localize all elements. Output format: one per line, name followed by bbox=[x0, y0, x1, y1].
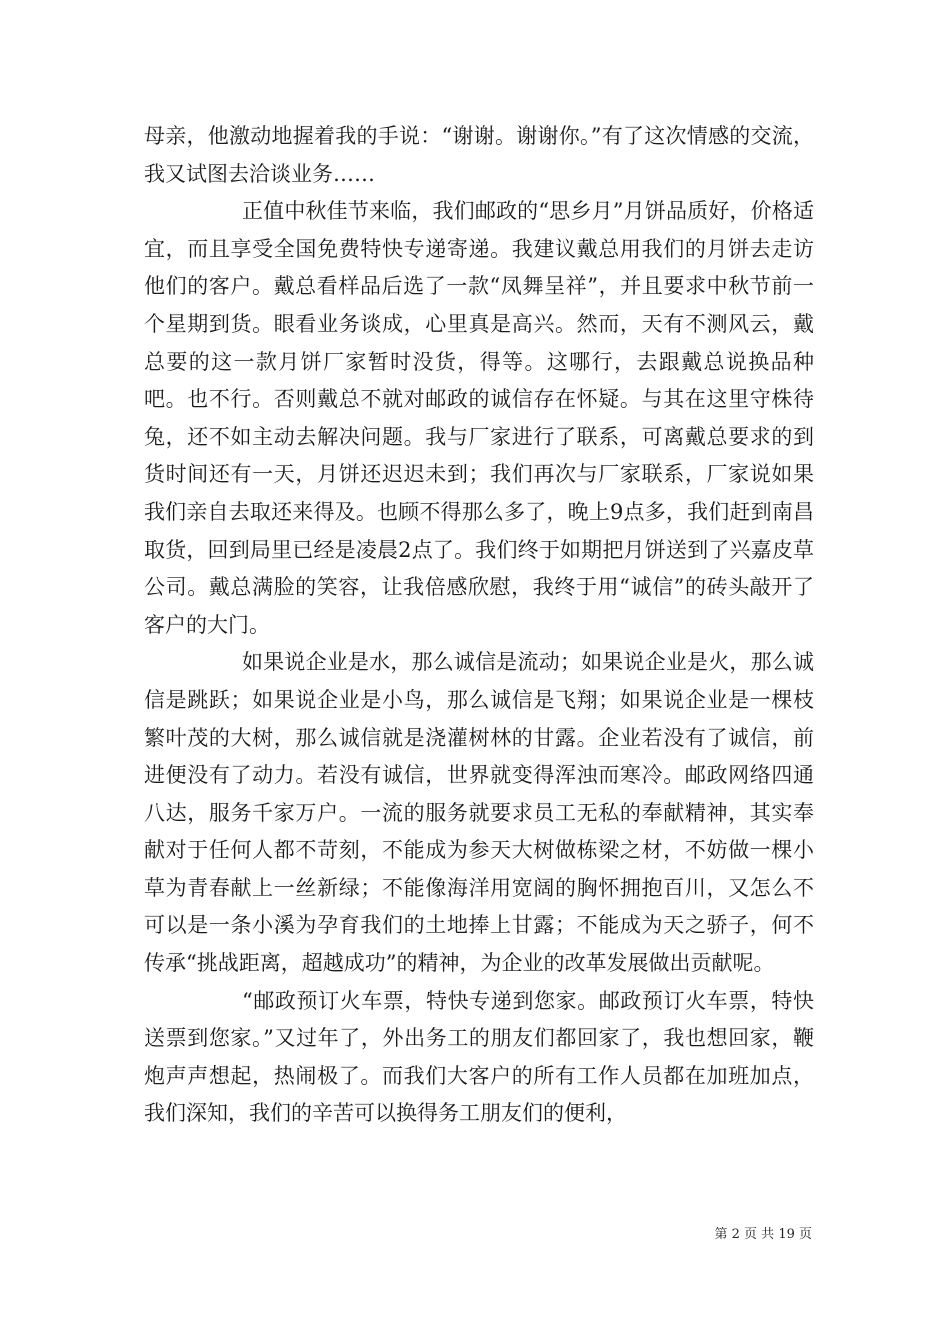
paragraph-1: 母亲，他激动地握着我的手说：“谢谢。谢谢你。”有了这次情感的交流，我又试图去洽谈业务…… bbox=[144, 124, 814, 186]
paragraph-3: 如果说企业是水，那么诚信是流动；如果说企业是火，那么诚信是跳跃；如果说企业是小鸟，那么诚信是飞翔；如果说企业是一棵枝繁叶茂的大树，那么诚信就是浇灌树林的甘露。企业若没有了诚信，前进便没有了动力。若没有诚信，世界就变得浑浊而寒冷。邮政网络四通八达，服务千家万户。一流的服务就要求员工无私的奉献精神，其实奉献对于任何人都不苛刻，不能成为参天大树做栋梁之材，不妨做一棵小草为青春献上一丝新绿；不能像海洋用宽阔的胸怀拥抱百川，又怎么不可以是一条小溪为孕育我们的土地捧上甘露；不能成为天之骄子，何不传承“挑战距离，超越成功”的精神，为企业的改革发展做出贡献呢。 bbox=[144, 650, 814, 976]
document-body bbox=[144, 118, 814, 1133]
paragraph-2: 正值中秋佳节来临，我们邮政的“思乡月”月饼品质好，价格适宜，而且享受全国免费特快专递寄递。我建议戴总用我们的月饼去走访他们的客户。戴总看样品后选了一款“凤舞呈祥”，并且要求中秋节前一个星期到货。眼看业务谈成，心里真是高兴。然而，天有不测风云，戴总要的这一款月饼厂家暂时没货，得等。这哪行，去跟戴总说换品种吧。也不行。否则戴总不就对邮政的诚信存在怀疑。与其在这里守株待兔，还不如主动去解决问题。我与厂家进行了联系，可离戴总要求的到货时间还有一天，月饼还迟迟未到；我们再次与厂家联系，厂家说如果我们亲自去取还来得及。也顾不得那么多了，晚上9点多，我们赶到南昌取货，回到局里已经是凌晨2点了。我们终于如期把月饼送到了兴嘉皮草公司。戴总满脸的笑容，让我倍感欣慰，我终于用“诚信”的砖头敲开了客户的大门。 bbox=[144, 199, 814, 637]
paragraph-4: “邮政预订火车票，特快专递到您家。邮政预订火车票，特快送票到您家。”又过年了，外出务工的朋友们都回家了，我也想回家，鞭炮声声想起，热闹极了。而我们大客户的所有工作人员都在加班加点，我们深知，我们的辛苦可以换得务工朋友们的便利， bbox=[144, 988, 814, 1126]
page-number-footer: 第 2 页 共 19 页 bbox=[714, 1227, 812, 1242]
